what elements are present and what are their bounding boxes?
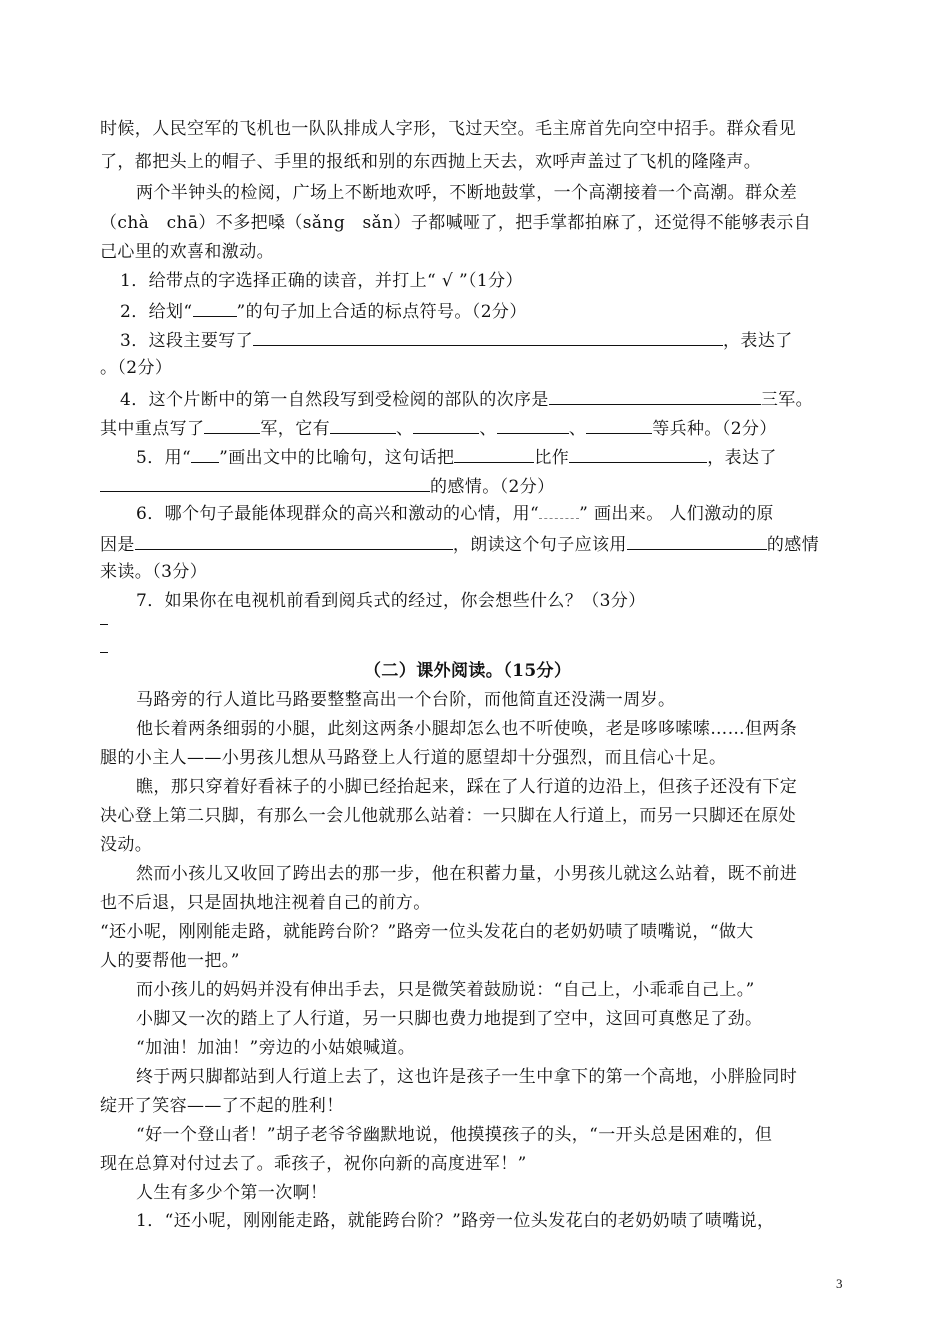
page-number: 3 bbox=[836, 1276, 843, 1291]
question-3-cont: 。（2分） bbox=[100, 358, 173, 378]
passage2-line: “加油！加油！”旁边的小姑娘喊道。 bbox=[136, 1038, 416, 1058]
passage1-line: 两个半钟头的检阅，广场上不断地欢呼，不断地鼓掌，一个高潮接着一个高潮。群众差 bbox=[136, 183, 798, 203]
answer-line-stub[interactable] bbox=[100, 652, 108, 653]
passage2-line: 终于两只脚都站到人行道上去了，这也许是孩子一生中拿下的第一个高地，小胖脸同时 bbox=[136, 1067, 798, 1087]
answer-blank[interactable] bbox=[253, 328, 723, 346]
question-4-text: 4．这个片断中的第一自然段写到受检阅的部队的次序是 bbox=[120, 390, 549, 410]
passage1-line: 己心里的欢喜和激动。 bbox=[100, 242, 274, 262]
question-3-text: ，表达了 bbox=[723, 331, 793, 351]
wavy-underline-sample bbox=[539, 508, 579, 519]
separator: 、 bbox=[479, 419, 497, 439]
passage1-line: （chà chā）不多把嗓（sǎng sǎn）子都喊哑了，把手掌都拍麻了，还觉得不能够表示自 bbox=[100, 213, 812, 233]
question-5-text: ”画出文中的比喻句，这句话把 bbox=[219, 448, 455, 468]
question-3-text: 3．这段主要写了 bbox=[120, 331, 254, 351]
underline-sample bbox=[191, 445, 219, 463]
answer-line-stub[interactable] bbox=[100, 624, 108, 625]
question-5 bbox=[136, 445, 777, 469]
passage2-question-1: 1．“还小呢，刚刚能走路，就能跨台阶？”路旁一位头发花白的老奶奶啧了啧嘴说， bbox=[136, 1211, 775, 1231]
passage2-line: 没动。 bbox=[100, 835, 153, 855]
question-4-text: 三军。 bbox=[760, 390, 814, 410]
answer-blank[interactable] bbox=[413, 416, 479, 434]
question-5-text: 的感情。（2分） bbox=[430, 477, 555, 497]
question-4-text: 军，它有 bbox=[260, 419, 331, 439]
passage2-line: 绽开了笑容——了不起的胜利！ bbox=[100, 1096, 344, 1116]
question-6-text: 的感情 bbox=[766, 535, 820, 555]
passage1-line: 时候，人民空军的飞机也一队队排成人字形，飞过天空。毛主席首先向空中招手。群众看见 bbox=[100, 119, 796, 139]
separator: 、 bbox=[568, 419, 587, 439]
passage2-line: 他长着两条细弱的小腿，此刻这两条小腿却怎么也不听使唤，老是哆哆嗦嗦……但两条 bbox=[136, 719, 798, 739]
passage2-line: 然而小孩儿又收回了跨出去的那一步，他在积蓄力量，小男孩儿就这么站着，既不前进 bbox=[136, 864, 798, 884]
separator: 、 bbox=[396, 419, 414, 439]
passage2-line: “好一个登山者！”胡子老爷爷幽默地说，他摸摸孩子的头，“一开头总是困难的，但 bbox=[136, 1125, 773, 1145]
answer-blank[interactable] bbox=[497, 416, 569, 434]
answer-blank[interactable] bbox=[549, 387, 761, 405]
question-2-text: 2．给划“ bbox=[120, 302, 193, 322]
underline-sample bbox=[193, 299, 237, 317]
answer-blank[interactable] bbox=[627, 532, 767, 550]
section-heading: （二）课外阅读。（15分） bbox=[364, 661, 572, 681]
passage2-line: 人的要帮他一把。” bbox=[100, 951, 240, 971]
passage2-line: 瞧，那只穿着好看袜子的小脚已经抬起来，踩在了人行道的边沿上，但孩子还没有下定 bbox=[136, 777, 798, 797]
question-6-text: ，朗读这个句子应该用 bbox=[452, 535, 627, 555]
question-5-text: 比作 bbox=[534, 448, 570, 468]
question-4-text: 其中重点写了 bbox=[100, 419, 205, 439]
question-4 bbox=[120, 387, 813, 411]
question-4-text: 等兵种。（2分） bbox=[652, 419, 777, 439]
question-5-text: ，表达了 bbox=[707, 448, 777, 468]
answer-blank[interactable] bbox=[569, 445, 707, 463]
question-4-cont bbox=[100, 416, 777, 440]
answer-blank[interactable] bbox=[204, 416, 260, 434]
question-7: 7．如果你在电视机前看到阅兵式的经过，你会想些什么？（3分） bbox=[136, 591, 646, 611]
question-6-text: ” 画出来。 人们激动的原 bbox=[579, 504, 774, 524]
question-1: 1．给带点的字选择正确的读音，并打上“ √ ”（1分） bbox=[120, 271, 523, 291]
question-6-text: 因是 bbox=[100, 535, 135, 555]
passage2-line: 决心登上第二只脚，有那么一会儿他就那么站着：一只脚在人行道上，而另一只脚还在原处 bbox=[100, 806, 796, 826]
passage2-line: 小脚又一次的踏上了人行道，另一只脚也费力地提到了空中，这回可真憋足了劲。 bbox=[136, 1009, 763, 1029]
question-6-text: 6．哪个句子最能体现群众的高兴和激动的心情，用“ bbox=[136, 504, 540, 524]
answer-blank[interactable] bbox=[330, 416, 396, 434]
passage1-line: 了，都把头上的帽子、手里的报纸和别的东西抛上天去，欢呼声盖过了飞机的隆隆声。 bbox=[100, 152, 762, 172]
passage2-line: 腿的小主人——小男孩儿想从马路登上人行道的愿望却十分强烈，而且信心十足。 bbox=[100, 748, 727, 768]
question-6 bbox=[136, 503, 774, 525]
passage2-line: “还小呢，刚刚能走路，就能跨台阶？”路旁一位头发花白的老奶奶啧了啧嘴说，“做大 bbox=[100, 922, 754, 942]
question-2-text: ”的句子加上合适的标点符号。（2分） bbox=[236, 302, 527, 322]
answer-blank[interactable] bbox=[454, 445, 534, 463]
question-5-text: 5．用“ bbox=[136, 448, 192, 468]
passage2-line: 而小孩儿的妈妈并没有伸出手去，只是微笑着鼓励说：“自己上，小乖乖自己上。” bbox=[136, 980, 755, 1000]
answer-blank[interactable] bbox=[586, 416, 652, 434]
question-5-cont bbox=[100, 474, 555, 498]
passage2-line: 马路旁的行人道比马路要整整高出一个台阶，而他简直还没满一周岁。 bbox=[136, 690, 676, 710]
question-6-cont bbox=[100, 532, 819, 556]
question-2 bbox=[120, 299, 527, 323]
answer-blank[interactable] bbox=[100, 474, 430, 492]
answer-blank[interactable] bbox=[135, 532, 453, 550]
passage2-line: 人生有多少个第一次啊！ bbox=[136, 1183, 328, 1203]
passage2-line: 现在总算对付过去了。乖孩子，祝你向新的高度进军！” bbox=[100, 1154, 527, 1174]
question-3 bbox=[120, 328, 793, 352]
question-6-cont: 来读。（3分） bbox=[100, 562, 208, 582]
passage2-line: 也不后退，只是固执地注视着自己的前方。 bbox=[100, 893, 431, 913]
